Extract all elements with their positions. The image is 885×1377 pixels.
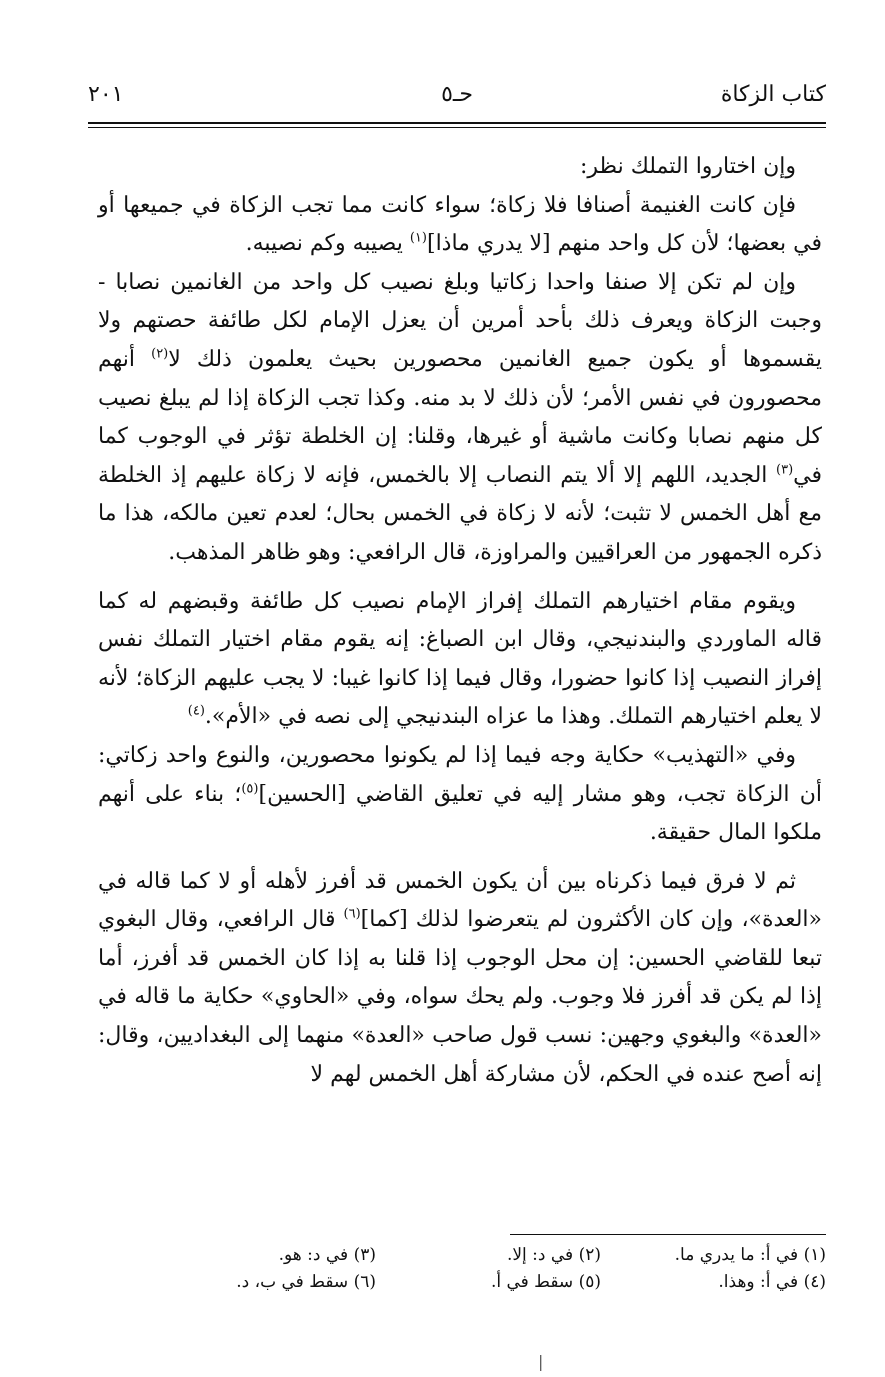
main-text: [98, 148, 822, 1094]
footnote-marker: (٢): [151, 346, 169, 362]
header-volume: حـ٥: [441, 82, 473, 107]
footnote-rule: [510, 1234, 826, 1235]
footnote-marker: (٦): [343, 906, 361, 922]
footnote: (٦) سقط في ب، د.: [236, 1272, 376, 1292]
paragraph: وفي «التهذيب» حكاية وجه فيما إذا لم يكونوا محصورين، والنوع واحد زكاتي: أن الزكاة تجب، وهو مشار إليه في تعليق القاضي [الحسين]$^{(٥)}$؛ بناء على أنهم ملكوا المال حقيقة.: [98, 742, 823, 846]
page-number: ٢٠١: [88, 82, 124, 107]
footnote-marker: (٥): [241, 781, 259, 797]
footnotes: [150, 1242, 826, 1296]
footnote: (١) في أ: ما يدري ما.: [674, 1245, 826, 1265]
header-rule-thick: [88, 122, 826, 124]
paragraph: وإن لم تكن إلا صنفا واحدا زكاتيا وبلغ نصيب كل واحد من الغانمين نصابا - وجبت الزكاة ويعرف ذلك بأحد أمرين أن يعزل الإمام لكل طائفة حصتهم ولا يقسموها أو يكون جميع الغانمين محصورين بحيث يعلمون ذلك لا$^{(٢)}$ أنهم محصورون في نفس الأمر؛ لأن ذلك لا بد منه. وكذا تجب الزكاة إذا لم يبلغ نصيب كل منهم نصابا وكانت ماشية أو غيرها، وقلنا: إن الخلطة تؤثر في الوجوب كما في$^{(٣)}$ الجديد، اللهم إلا ألا يتم النصاب إلا بالخمس، فإنه لا زكاة عليهم إذ الخلطة مع أهل الخمس لا تثبت؛ لأنه لا زكاة في الخمس بحال؛ لعدم تعين مالكه، هذا ما ذكره الجمهور من العراقيين والمراوزة، قال الرافعي: وهو ظاهر المذهب.: [98, 269, 822, 565]
paragraph: ويقوم مقام اختيارهم التملك إفراز الإمام نصيب كل طائفة وقبضهم له كما قاله الماوردي والبندنيجي، وقال ابن الصباغ: إنه يقوم مقام اختيار التملك نفس إفراز النصيب إذا كانوا حضورا، وقال فيما إذا كانوا غيبا: لا يجب عليهم الزكاة؛ لأنه لا يعلم اختيارهم التملك. وهذا ما عزاه البندنيجي إلى نصه في «الأم».$^{(٤)}$: [98, 588, 822, 730]
footnote: (٣) في د: هو.: [278, 1245, 376, 1265]
footnote: (٥) سقط في أ.: [490, 1272, 601, 1292]
page-mark: |: [538, 1352, 544, 1371]
footnote-marker: (٤): [187, 703, 205, 719]
header-title: كتاب الزكاة: [720, 82, 826, 107]
footnote-marker: (٣): [776, 462, 794, 478]
header-rule-thin: [88, 127, 826, 128]
footnote: (٢) في د: إلا.: [506, 1245, 601, 1265]
running-header: [88, 82, 826, 116]
footnote-row: [150, 1269, 826, 1296]
footnote-marker: (١): [409, 230, 427, 246]
footnote-row: [150, 1242, 826, 1269]
paragraph: ثم لا فرق فيما ذكرناه بين أن يكون الخمس قد أفرز لأهله أو لا كما قاله في «العدة»، وإن كان الأكثرون لم يتعرضوا لذلك [كما]$^{(٦)}$ قال الرافعي، وقال البغوي تبعا للقاضي الحسين: إن محل الوجوب إذا قلنا به إذا كان الخمس قد أفرز، أما إذا لم يكن قد أفرز فلا وجوب. ولم يحك سواه، وفي «الحاوي» حكاية ما قاله في «العدة» والبغوي وجهين: نسب قول صاحب «العدة» منهما إلى البغداديين، وقال: إنه أصح عنده في الحكم، لأن مشاركة أهل الخمس لهم لا: [98, 868, 823, 1087]
paragraph: فإن كانت الغنيمة أصنافا فلا زكاة؛ سواء كانت مما تجب الزكاة في جميعها أو في بعضها؛ لأن كل واحد منهم [لا يدري ماذا]$^{(١)}$ يصيبه وكم نصيبه.: [98, 192, 822, 257]
paragraph: وإن اختاروا التملك نظر:: [579, 154, 796, 179]
footnote: (٤) في أ: وهذا.: [718, 1272, 826, 1292]
